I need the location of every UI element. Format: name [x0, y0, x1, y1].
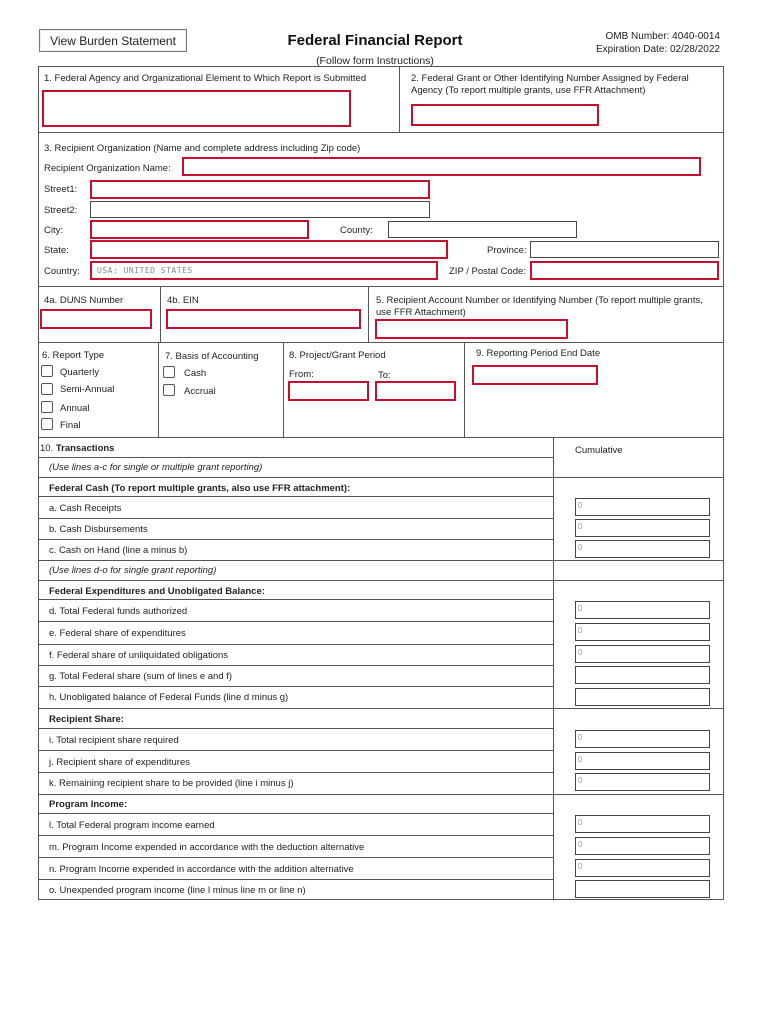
zip-input[interactable] — [530, 261, 719, 280]
line-e-label: e. Federal share of expenditures — [49, 628, 186, 639]
omb-info — [560, 30, 720, 56]
transactions-title: Transactions — [55, 443, 115, 454]
divider — [38, 794, 724, 795]
line-c-input[interactable]: 0 — [575, 540, 710, 558]
line-c-label: c. Cash on Hand (line a minus b) — [49, 545, 188, 556]
grant-period-label: 8. Project/Grant Period — [289, 350, 386, 361]
divider — [38, 708, 724, 709]
line-a-label: a. Cash Receipts — [49, 503, 122, 514]
note-d-o: (Use lines d-o for single grant reporting) — [49, 565, 217, 576]
duns-label: 4a. DUNS Number — [44, 295, 124, 306]
divider — [38, 665, 553, 666]
federal-cash-heading: Federal Cash (To report multiple grants, also use FFR attachment): — [49, 483, 351, 494]
recipient-org-label: 3. Recipient Organization (Name and complete address including Zip code) — [44, 143, 361, 154]
line-a-input[interactable]: 0 — [575, 498, 710, 516]
line-h-label: h. Unobligated balance of Federal Funds (line d minus g) — [49, 692, 289, 703]
country-label: Country: — [44, 266, 80, 277]
program-income-heading: Program Income: — [49, 799, 128, 810]
country-select[interactable]: USA: UNITED STATES — [90, 261, 438, 280]
transactions-label — [40, 443, 114, 455]
period-end-label: 9. Reporting Period End Date — [476, 348, 601, 359]
divider — [38, 879, 553, 880]
ein-input[interactable] — [166, 309, 361, 329]
divider — [38, 813, 553, 814]
line-n-input[interactable]: 0 — [575, 859, 710, 877]
quarterly-label: Quarterly — [60, 367, 100, 378]
ein-label: 4b. EIN — [167, 295, 199, 306]
line-j-label: j. Recipient share of expenditures — [49, 757, 190, 768]
divider — [38, 342, 724, 343]
period-end-input[interactable] — [472, 365, 598, 385]
divider — [464, 342, 465, 437]
province-label: Province: — [487, 245, 527, 256]
annual-checkbox[interactable] — [41, 401, 53, 413]
line-g-label: g. Total Federal share (sum of lines e and f) — [49, 671, 233, 682]
divider — [38, 286, 724, 287]
county-label: County: — [340, 225, 373, 236]
line-e-input[interactable]: 0 — [575, 623, 710, 641]
org-name-input[interactable] — [182, 157, 701, 176]
divider — [38, 539, 553, 540]
line-j-input[interactable]: 0 — [575, 752, 710, 770]
state-label: State: — [44, 245, 69, 256]
line-n-label: n. Program Income expended in accordance with the addition alternative — [49, 864, 354, 875]
divider — [38, 644, 553, 645]
divider — [38, 599, 553, 600]
divider — [38, 857, 553, 858]
federal-expenditures-heading: Federal Expenditures and Unobligated Balance: — [49, 586, 265, 597]
street2-label: Street2: — [44, 205, 78, 216]
final-checkbox[interactable] — [41, 418, 53, 430]
line-o-input[interactable] — [575, 880, 710, 898]
omb-number: OMB Number: 4040-0014 — [605, 31, 720, 42]
final-label: Final — [60, 420, 81, 431]
line-l-label: l. Total Federal program income earned — [49, 820, 215, 831]
line-g-input[interactable] — [575, 666, 710, 684]
report-type-label: 6. Report Type — [42, 350, 105, 361]
accounting-basis-label: 7. Basis of Accounting — [165, 351, 259, 362]
divider — [38, 686, 553, 687]
org-name-label: Recipient Organization Name: — [44, 163, 171, 174]
divider — [38, 518, 553, 519]
divider — [158, 342, 159, 437]
divider — [38, 496, 553, 497]
divider — [38, 437, 724, 438]
city-label: City: — [44, 225, 63, 236]
line-m-input[interactable]: 0 — [575, 837, 710, 855]
cash-label: Cash — [184, 368, 207, 379]
view-burden-statement-button[interactable]: View Burden Statement — [39, 29, 187, 52]
line-d-input[interactable]: 0 — [575, 601, 710, 619]
line-k-input[interactable]: 0 — [575, 773, 710, 791]
divider — [38, 580, 724, 581]
line-l-input[interactable]: 0 — [575, 815, 710, 833]
divider — [38, 621, 553, 622]
divider — [38, 750, 553, 751]
accrual-label: Accrual — [184, 386, 216, 397]
note-a-c: (Use lines a-c for single or multiple grant reporting) — [49, 462, 263, 473]
state-select[interactable] — [90, 240, 448, 259]
line-d-label: d. Total Federal funds authorized — [49, 606, 188, 617]
accrual-checkbox[interactable] — [163, 384, 175, 396]
period-to-input[interactable] — [375, 381, 456, 401]
line-m-label: m. Program Income expended in accordance with the deduction alternative — [49, 842, 365, 853]
cumulative-label: Cumulative — [575, 445, 623, 456]
line-f-label: f. Federal share of unliquidated obligations — [49, 650, 229, 661]
divider — [553, 437, 554, 900]
line-h-input[interactable] — [575, 688, 710, 706]
zip-label: ZIP / Postal Code: — [449, 266, 526, 277]
divider — [368, 286, 369, 342]
duns-input[interactable] — [40, 309, 152, 329]
street1-label: Street1: — [44, 184, 78, 195]
transactions-number: 10. — [40, 443, 56, 454]
divider — [38, 457, 553, 458]
street1-input[interactable] — [90, 180, 430, 199]
divider — [399, 66, 400, 132]
divider — [283, 342, 284, 437]
agency-input[interactable] — [42, 90, 351, 127]
agency-label: 1. Federal Agency and Organizational Element to Which Report is Submitted — [44, 73, 367, 84]
street2-input[interactable] — [90, 201, 430, 218]
form-title: Federal Financial Report — [287, 32, 463, 49]
divider — [38, 132, 724, 133]
annual-label: Annual — [60, 403, 90, 414]
form-subtitle: (Follow form Instructions) — [316, 55, 434, 67]
line-f-input[interactable]: 0 — [575, 645, 710, 663]
quarterly-checkbox[interactable] — [41, 365, 53, 377]
recipient-share-heading: Recipient Share: — [49, 714, 124, 725]
grant-number-label: 2. Federal Grant or Other Identifying Number Assigned by Federal Agency (To report multiple grants, use FFR Attachment) — [411, 73, 689, 96]
semi-annual-label: Semi-Annual — [60, 384, 115, 395]
account-number-input[interactable] — [375, 319, 568, 339]
semi-annual-checkbox[interactable] — [41, 383, 53, 395]
account-number-label: 5. Recipient Account Number or Identifying Number (To report multiple grants, use FFR Attachment) — [376, 295, 703, 318]
province-input[interactable] — [530, 241, 719, 258]
divider — [38, 772, 553, 773]
grant-number-input[interactable] — [411, 104, 599, 126]
line-b-input[interactable]: 0 — [575, 519, 710, 537]
line-i-input[interactable]: 0 — [575, 730, 710, 748]
city-input[interactable] — [90, 220, 309, 239]
line-b-label: b. Cash Disbursements — [49, 524, 148, 535]
line-k-label: k. Remaining recipient share to be provided (line i minus j) — [49, 778, 294, 789]
divider — [160, 286, 161, 342]
line-o-label: o. Unexpended program income (line l minus line m or line n) — [49, 885, 306, 896]
line-i-label: i. Total recipient share required — [49, 735, 179, 746]
from-label: From: — [289, 369, 314, 380]
divider — [38, 477, 724, 478]
expiration-date: Expiration Date: 02/28/2022 — [596, 44, 720, 55]
divider — [38, 835, 553, 836]
to-label: To: — [378, 370, 391, 381]
cash-checkbox[interactable] — [163, 366, 175, 378]
period-from-input[interactable] — [288, 381, 369, 401]
divider — [38, 728, 553, 729]
county-input[interactable] — [388, 221, 577, 238]
divider — [38, 560, 724, 561]
